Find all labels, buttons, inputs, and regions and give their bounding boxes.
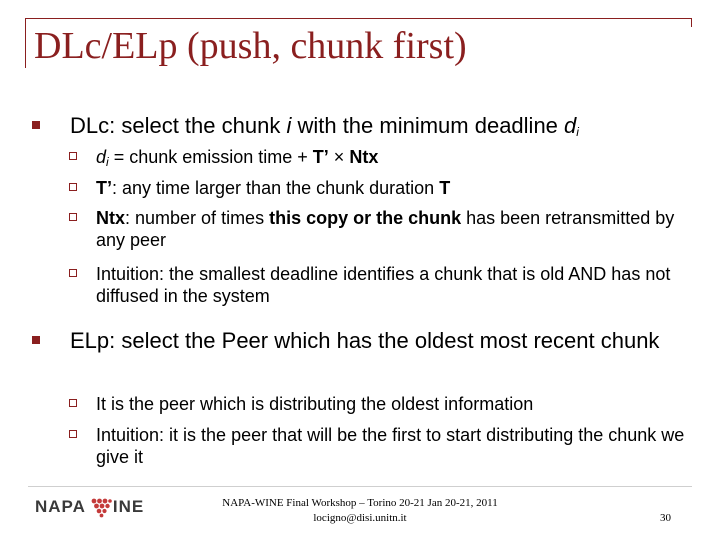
formula-text: = chunk emission time + <box>108 147 313 167</box>
chunk-index-var: i <box>286 113 292 138</box>
t-prime-text: : any time larger than the chunk duration <box>112 178 440 198</box>
hollow-square-bullet-icon <box>69 213 77 221</box>
ntx-symbol: Ntx <box>96 208 126 228</box>
square-bullet-icon <box>32 121 40 129</box>
footer-info <box>200 496 520 526</box>
intuition-deadline-text: Intuition: the smallest deadline identifies a chunk that is old AND has not diffused in the system <box>96 264 671 306</box>
square-bullet-icon <box>32 336 40 344</box>
t-symbol: T <box>439 178 451 198</box>
deadline-var: d <box>564 113 577 138</box>
hollow-square-bullet-icon <box>69 269 77 277</box>
grape-cluster-icon <box>90 496 112 518</box>
ntx-symbol: Ntx <box>349 147 379 167</box>
bullet-elp-text: ELp: select the Peer which has the oldest most recent chunk <box>70 328 660 353</box>
bullet-dlc <box>70 111 700 141</box>
footer-email-line: locigno@disi.unitn.it <box>313 512 407 524</box>
sub-bullet-intuition-deadline <box>96 263 696 307</box>
deadline-var: d <box>96 147 107 167</box>
sub-bullet-t-prime <box>96 177 696 199</box>
napa-wine-logo <box>35 496 144 518</box>
ntx-text-2: has been retransmitted by any peer <box>96 208 675 250</box>
sub-bullet-oldest-information <box>96 393 696 415</box>
page-number: 30 <box>660 512 671 524</box>
hollow-square-bullet-icon <box>69 399 77 407</box>
hollow-square-bullet-icon <box>69 152 77 160</box>
intuition-peer-text: Intuition: it is the peer that will be the first to start distributing the chunk we give it <box>96 425 685 467</box>
logo-text-right: INE <box>112 497 145 516</box>
oldest-information-text: It is the peer which is distributing the oldest information <box>96 394 534 414</box>
footer-divider <box>28 486 692 487</box>
deadline-subscript: i <box>576 125 579 139</box>
deadline-subscript: i <box>106 155 109 169</box>
bullet-elp <box>70 326 670 356</box>
t-prime-symbol: T’ <box>312 147 329 167</box>
ntx-bold-phrase: this copy or the chunk <box>269 208 462 228</box>
bullet-dlc-mid: with the minimum deadline <box>291 113 565 138</box>
sub-bullet-deadline-formula <box>96 146 696 168</box>
sub-bullet-ntx <box>96 207 696 251</box>
logo-text-left: NAPA <box>35 497 86 516</box>
ntx-text-1: : number of times <box>125 208 270 228</box>
t-prime-symbol: T’ <box>96 178 112 198</box>
hollow-square-bullet-icon <box>69 183 77 191</box>
times-symbol: × <box>333 147 345 167</box>
hollow-square-bullet-icon <box>69 430 77 438</box>
bullet-dlc-prefix: DLc: select the chunk <box>70 113 287 138</box>
slide-title: DLc/ELp (push, chunk first) <box>34 25 467 67</box>
sub-bullet-intuition-peer <box>96 424 696 468</box>
footer-workshop-line: NAPA-WINE Final Workshop – Torino 20-21 Jan 20-21, 2011 <box>222 497 498 509</box>
